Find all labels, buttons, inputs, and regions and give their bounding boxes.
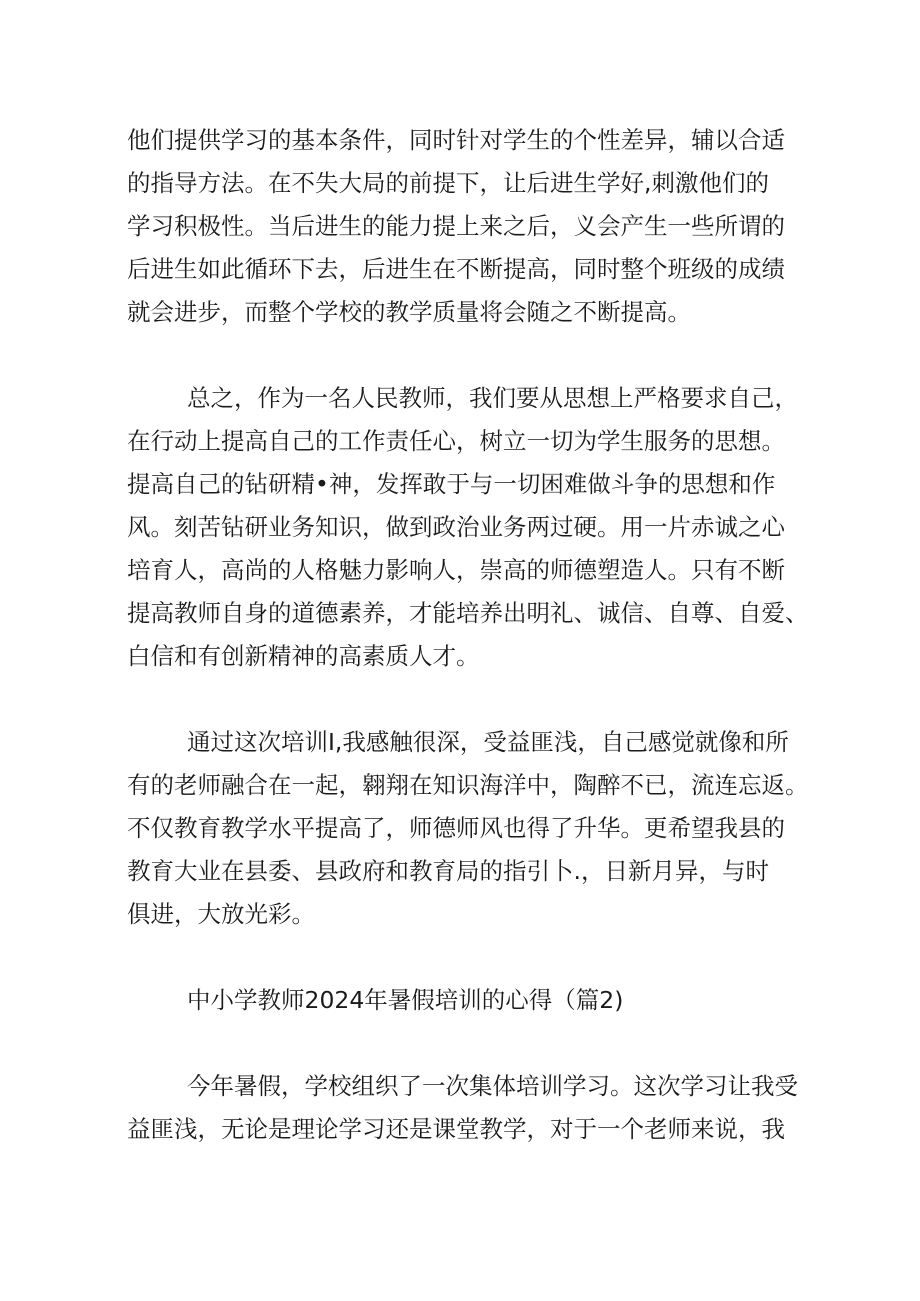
text-line: 俱进，大放光彩。: [127, 900, 315, 928]
text-line: 提高自己的钻研精•神，发挥敢于与一切困难做斗争的思想和作: [127, 470, 776, 498]
document-page: [127, 119, 809, 1151]
paragraph-spacer: [127, 334, 799, 377]
text-line: 益匪浅，无论是理论学习还是课堂教学，对于一个老师来说，我: [127, 1115, 785, 1143]
text-line: 的指导方法。在不失大局的前提下，让后进生学好,刺激他们的: [127, 169, 769, 197]
text-line: 就会进步，而整个学校的教学质量将会随之不断提高。: [127, 298, 691, 326]
text-line: 后进生如此循环下去，后进生在不断提高，同时整个班级的成绩: [127, 255, 785, 283]
paragraph: [127, 1065, 799, 1151]
text-line: 提高教师自身的道德素养，才能培养出明礼、诚信、自尊、自爱、: [127, 599, 809, 627]
text-line: 中小学教师2024年暑假培训的心得（篇2): [187, 986, 624, 1014]
paragraph: [127, 721, 809, 936]
paragraph: [127, 119, 799, 334]
text-line: 培育人，高尚的人格魅力影响人，崇高的师德塑造人。只有不断: [127, 556, 785, 584]
text-line: 通过这次培训I,我感触很深，受益匪浅，自己感觉就像和所: [187, 728, 789, 756]
paragraph-spacer: [127, 936, 799, 979]
text-line: 他们提供学习的基本条件，同时针对学生的个性差异，辅以合适: [127, 126, 785, 154]
text-line: 总之，作为一名人民教师，我们要从思想上严格要求自己，: [187, 384, 798, 412]
text-line: 白信和有创新精神的高素质人才。: [127, 642, 480, 670]
text-line: 不仅教育教学水平提高了，师德师风也得了升华。更希望我县的: [127, 814, 785, 842]
paragraph-spacer: [127, 1022, 799, 1065]
text-line: 教育大业在县委、县政府和教育局的指引卜.，日新月异，与时: [127, 857, 769, 885]
paragraph: [127, 377, 809, 678]
paragraph-spacer: [127, 678, 799, 721]
text-line: 今年暑假，学校组织了一次集体培训学习。这次学习让我受: [187, 1072, 798, 1100]
text-line: 有的老师融合在一起，翱翔在知识海洋中，陶醉不已，流连忘返。: [127, 771, 809, 799]
text-line: 学习积极性。当后进生的能力提上来之后，义会产生一些所谓的: [127, 212, 785, 240]
section-heading: [127, 979, 799, 1022]
text-line: 风。刻苦钻研业务知识，做到政治业务两过硬。用一片赤诚之心: [127, 513, 785, 541]
text-line: 在行动上提高自己的工作责任心，树立一切为学生服务的思想。: [127, 427, 785, 455]
